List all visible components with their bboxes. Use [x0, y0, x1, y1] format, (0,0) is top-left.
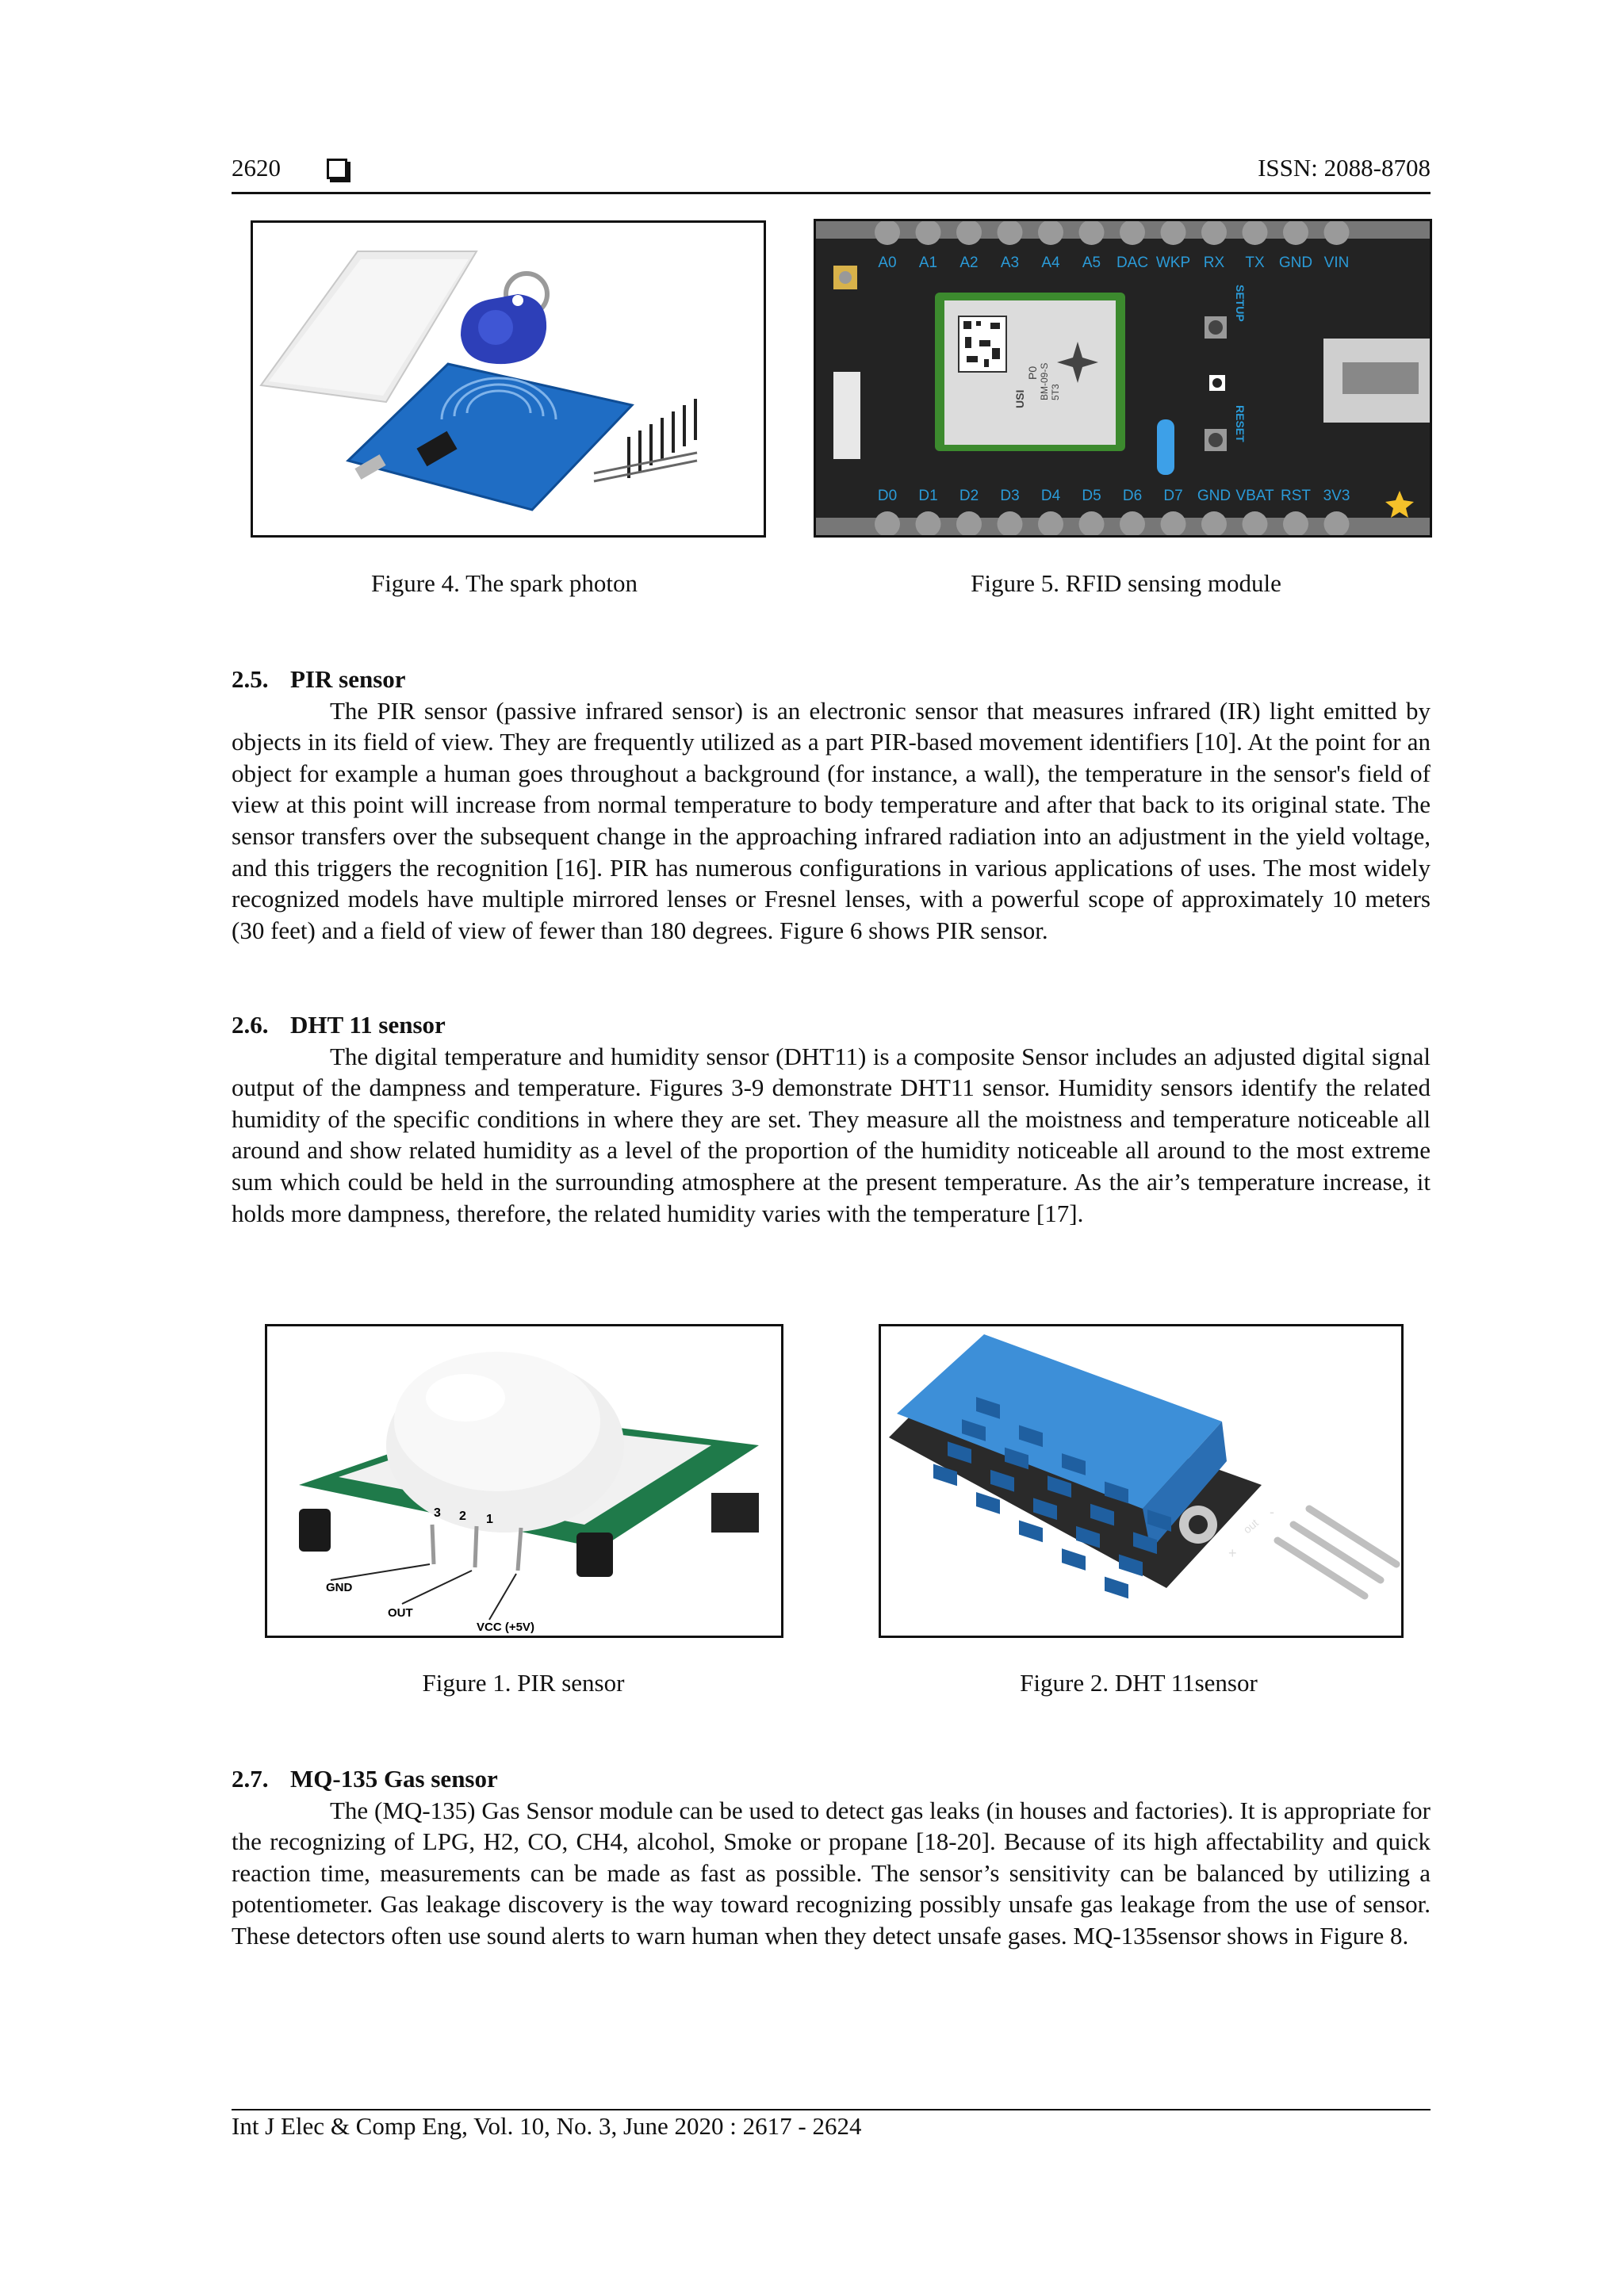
section-title: PIR sensor [290, 665, 406, 693]
bottom-pin-label: D0 [877, 488, 898, 504]
bottom-pin-label: D4 [1040, 488, 1061, 504]
top-pin-label: A0 [878, 254, 897, 271]
top-pin-label: A5 [1082, 254, 1101, 271]
top-pin-label: DAC [1116, 254, 1149, 271]
figure-1-caption: Figure 1. PIR sensor [422, 1669, 625, 1697]
bottom-pin-label: D5 [1082, 488, 1101, 504]
square-bullet-icon [327, 159, 347, 179]
bottom-pin-label: D2 [959, 488, 979, 504]
section-number: 2.5. [232, 665, 269, 693]
pir-sensor-illustration [267, 1326, 781, 1636]
top-pin-label: A4 [1041, 254, 1060, 271]
vcc-label: VCC (+5V) [477, 1621, 534, 1634]
section-number: 2.7. [232, 1765, 269, 1793]
header-rule [232, 192, 1431, 194]
top-pin-label: WKP [1155, 254, 1191, 271]
reset-label: RESET [1234, 405, 1247, 442]
figure-2-image [879, 1324, 1404, 1638]
footer-rule [232, 2109, 1431, 2110]
chip-label-p0: P0 [1026, 365, 1039, 380]
section-pir [232, 664, 1431, 946]
minus-label: - [1270, 1504, 1274, 1520]
figure-1-image [265, 1324, 783, 1638]
top-pin-label: TX [1245, 254, 1265, 271]
bottom-pin-label: RST [1281, 488, 1311, 504]
section-dht [232, 1009, 1431, 1229]
top-pin-label: VIN [1323, 254, 1350, 271]
figure-5-caption: Figure 5. RFID sensing module [971, 569, 1281, 597]
section-mq135 [232, 1763, 1431, 1952]
photon-board-illustration [816, 221, 1430, 535]
bottom-pin-label: D6 [1122, 488, 1143, 504]
top-pin-label: A2 [959, 254, 979, 271]
section-pir-heading [232, 664, 1431, 695]
out-label: out [1240, 1516, 1261, 1536]
figure-4-image [251, 220, 766, 538]
dht11-illustration [881, 1326, 1401, 1636]
top-pin-label: A3 [1000, 254, 1020, 271]
bottom-pin-label: 3V3 [1323, 488, 1350, 504]
chip-label-code: 5T3 [1050, 384, 1061, 400]
figure-2-caption: Figure 2. DHT 11sensor [1020, 1669, 1258, 1697]
section-title: DHT 11 sensor [290, 1011, 446, 1039]
setup-label: SETUP [1234, 285, 1247, 322]
bottom-pin-label: D7 [1163, 488, 1183, 504]
chip-label-usi: USI [1013, 389, 1026, 408]
gnd-label: GND [326, 1581, 353, 1594]
pin-number-3: 3 [434, 1506, 441, 1520]
section-mq135-heading [232, 1763, 1431, 1795]
section-title: MQ-135 Gas sensor [290, 1765, 498, 1793]
section-dht-body: The digital temperature and humidity sensor (DHT11) is a composite Sensor includes an adjusted digital signal output of the dampness and temperature. Figures 3-9 demonstrate DHT11 sensor. Humidity sensors identify the related humidity of the specific conditions in where they are set. They measure all the moistness and temperature noticeable all around and show related humidity as a level of the proportion of the humidity noticeable all around to the most extreme sum which could be held in the surrounding atmosphere at the present temperature. As the air’s temperature increase, it holds more dampness, therefore, the related humidity varies with the temperature [17]. [232, 1042, 1431, 1227]
section-pir-body: The PIR sensor (passive infrared sensor) is an electronic sensor that measures infrared (IR) light emitted by objects in its field of view. They are frequently utilized as a part PIR-based movement identifiers [10]. At the point for an object for example a human goes throughout a background (for instance, a wall), the temperature in the sensor's field of view at this point will increase from normal temperature to body temperature and after that back to its original state. The sensor transfers over the subsequent change in the approaching infrared radiation into an adjustment in the yield voltage, and this triggers the recognition [16]. PIR has numerous configurations in various applications of uses. The most widely recognized models have multiple mirrored lenses or Fresnel lenses, with a powerful scope of approximately 10 meters (30 feet) and a field of view of fewer than 180 degrees. Figure 6 shows PIR sensor. [232, 696, 1431, 944]
bottom-pin-label: D1 [918, 488, 938, 504]
bottom-pin-label: GND [1197, 488, 1231, 504]
rfid-kit-illustration [253, 223, 764, 535]
out-label: OUT [388, 1606, 413, 1620]
top-pin-label: RX [1203, 254, 1225, 271]
pin-number-1: 1 [486, 1513, 493, 1526]
section-dht-heading [232, 1009, 1431, 1041]
section-number: 2.6. [232, 1011, 269, 1039]
top-pin-label: GND [1278, 254, 1313, 271]
pin-number-2: 2 [459, 1510, 466, 1523]
top-pin-label: A1 [918, 254, 938, 271]
page-header [232, 154, 1431, 193]
figure-4-caption: Figure 4. The spark photon [370, 569, 638, 597]
bottom-pin-label: VBAT [1235, 488, 1274, 504]
bottom-pin-label: D3 [1000, 488, 1020, 504]
plus-label: + [1228, 1545, 1237, 1561]
figure-5-image [814, 219, 1432, 538]
page-number: 2620 [232, 154, 281, 182]
issn: ISSN: 2088-8708 [1258, 154, 1431, 182]
chip-label-model: BM-09-S [1039, 362, 1050, 400]
section-mq135-body: The (MQ-135) Gas Sensor module can be used to detect gas leaks (in houses and factories). It is appropriate for the recognizing of LPG, H2, CO, CH4, alcohol, Smoke or propane [18-20]. Because of its high affectability and quick reaction time, measurements can be made as fast as possible. The sensor’s sensitivity can be balanced by utilizing a potentiometer. Gas leakage discovery is the way toward recognizing possibly unsafe gas leakage from the use of sensor. These detectors often use sound alerts to warn human when they detect unsafe gases. MQ-135sensor shows in Figure 8. [232, 1796, 1431, 1950]
page-footer: Int J Elec & Comp Eng, Vol. 10, No. 3, June 2020 : 2617 - 2624 [232, 2112, 862, 2140]
